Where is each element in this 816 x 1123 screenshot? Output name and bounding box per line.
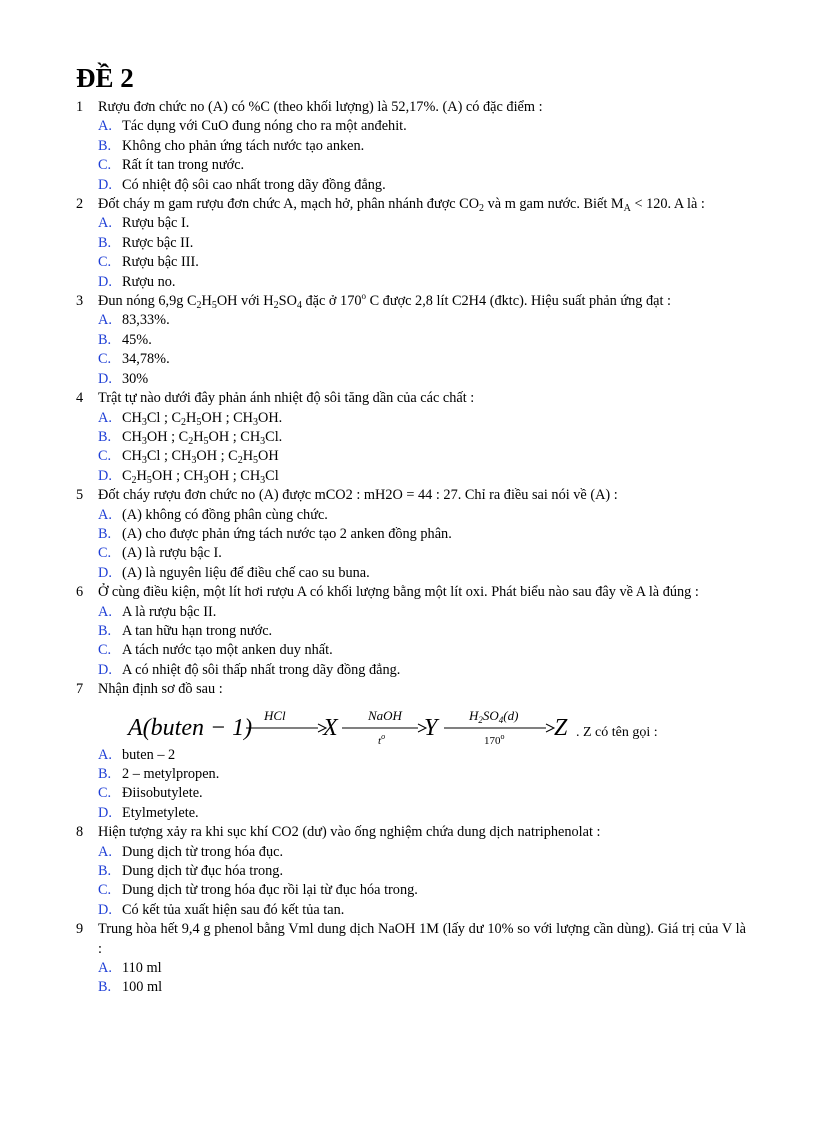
option-letter: A. <box>98 118 112 135</box>
option-text: 2 – metylpropen. <box>122 766 220 782</box>
option-text: A tách nước tạo một anken duy nhất. <box>122 642 333 659</box>
question-stem <box>76 292 746 311</box>
option-text: $CH_3Cl$ ; $C_2H_5OH$ ; $CH_3OH$. <box>122 409 283 428</box>
question-number: 2 <box>76 196 84 213</box>
option-letter: C. <box>98 545 112 562</box>
question-stem <box>76 486 746 505</box>
answer-option <box>76 641 746 660</box>
scheme-condition-3: 170$^o$ <box>484 731 505 746</box>
question-text: Trật tự nào dưới đây phản ánh nhiệt độ sôi tăng dần của các chất : <box>98 390 475 407</box>
option-letter: A. <box>98 409 112 426</box>
option-letter: D. <box>98 273 112 290</box>
option-letter: C. <box>98 785 112 802</box>
question-text: Đun nóng 6,9g $C_2H_5OH$ với $H_2SO_4$ đặc ở 170$^o$ C được 2,8 lít C2H4 (đktc). Hiệu suất phản ứng đạt : <box>98 291 671 312</box>
scheme-start: A(buten − 1) <box>128 714 253 741</box>
option-text: A có nhiệt độ sôi thấp nhất trong dãy đồng đẳng. <box>122 661 401 678</box>
option-text: 100 ml <box>122 979 163 996</box>
reaction-scheme-diagram <box>106 702 706 746</box>
answer-option <box>76 428 746 447</box>
answer-option <box>76 350 746 369</box>
scheme-reagent-1: HCl <box>264 707 286 723</box>
answer-option <box>76 117 746 136</box>
option-letter: B. <box>98 863 112 880</box>
question-6 <box>76 583 746 680</box>
scheme-reagent-2: NaOH <box>368 707 402 723</box>
question-3 <box>76 292 746 389</box>
answer-option <box>76 881 746 900</box>
answer-option <box>76 661 746 680</box>
exam-title: ĐỀ 2 <box>76 63 134 93</box>
answer-option <box>76 862 746 881</box>
option-letter: D. <box>98 176 112 193</box>
option-letter: D. <box>98 661 112 678</box>
question-text: Hiện tượng xảy ra khi sục khí CO2 (dư) vào ống nghiệm chứa dung dịch natriphenolat : <box>98 824 601 841</box>
option-letter: A. <box>98 746 112 763</box>
option-text: Tác dụng với CuO đung nóng cho ra một anđehit. <box>122 118 407 135</box>
question-text: Trung hòa hết 9,4 g phenol bằng Vml dung dịch NaOH 1M (lấy dư 10% so với lượng cần dùng). Giá trị của V là : <box>98 921 746 957</box>
option-text: A là rượu bậc II. <box>122 603 217 620</box>
option-text: 45%. <box>122 331 152 348</box>
option-letter: A. <box>98 312 112 329</box>
answer-option <box>76 765 746 784</box>
option-text: 110 ml <box>122 960 162 977</box>
option-text: Không cho phản ứng tách nước tạo anken. <box>122 137 365 154</box>
option-letter: C. <box>98 448 112 465</box>
answer-option <box>76 137 746 156</box>
option-text: $C_2H_5OH$ ; $CH_3OH$ ; $CH_3Cl$ <box>122 467 279 486</box>
question-text: Rượu đơn chức no (A) có %C (theo khối lượng) là 52,17%. (A) có đặc điểm : <box>98 99 543 115</box>
answer-option <box>76 843 746 862</box>
answer-option <box>76 467 746 486</box>
question-7 <box>76 680 746 823</box>
option-text: 34,78%. <box>122 351 170 368</box>
answer-option <box>76 622 746 641</box>
question-stem <box>76 583 746 602</box>
option-letter: A. <box>98 843 112 860</box>
option-letter: B. <box>98 622 112 639</box>
scheme-product-x: X <box>323 714 338 741</box>
question-number: 4 <box>76 390 84 407</box>
option-text: Etylmetylete. <box>122 804 199 821</box>
question-stem <box>76 823 746 842</box>
question-4 <box>76 389 746 486</box>
option-letter: B. <box>98 979 112 996</box>
option-letter: D. <box>98 804 112 821</box>
option-letter: A. <box>98 960 112 977</box>
question-number: 3 <box>76 293 84 310</box>
option-text: Có kết tủa xuất hiện sau đó kết tủa tan. <box>122 901 345 918</box>
option-letter: A. <box>98 215 112 232</box>
answer-option <box>76 978 746 997</box>
answer-option <box>76 746 746 765</box>
question-1 <box>76 98 746 195</box>
answer-option <box>76 603 746 622</box>
option-text: 30% <box>122 370 149 387</box>
option-letter: C. <box>98 157 112 174</box>
scheme-tail: . Z có tên gọi : <box>576 724 658 740</box>
answer-option <box>76 506 746 525</box>
question-text: Đốt cháy m gam rượu đơn chức A, mạch hở, phân nhánh được $CO_2$ và m gam nước. Biết $M_A < 120$. A là : <box>98 196 705 215</box>
option-letter: D. <box>98 370 112 387</box>
question-text: Ở cùng điều kiện, một lít hơi rượu A có khối lượng bằng một lít oxi. Phát biểu nào sau đây về A là đúng : <box>98 584 699 601</box>
option-text: Rượu no. <box>122 273 176 290</box>
option-text: A tan hữu hạn trong nước. <box>122 622 273 639</box>
answer-option <box>76 214 746 233</box>
option-letter: B. <box>98 525 112 542</box>
question-stem <box>76 680 746 699</box>
answer-option <box>76 273 746 292</box>
question-list <box>76 98 746 998</box>
question-stem <box>76 98 746 117</box>
question-2 <box>76 195 746 292</box>
answer-option <box>76 331 746 350</box>
option-text: (A) là nguyên liệu để điều chế cao su buna. <box>122 564 370 581</box>
option-text: Rượu bậc III. <box>122 254 199 271</box>
answer-option <box>76 447 746 466</box>
option-text: $CH_3OH$ ; $C_2H_5OH$ ; $CH_3Cl$. <box>122 428 283 447</box>
option-text: (A) là rượu bậc I. <box>122 545 222 562</box>
question-number: 6 <box>76 584 84 601</box>
answer-option <box>76 525 746 544</box>
option-text: Rượu bậc I. <box>122 215 190 232</box>
reaction-scheme <box>76 702 746 746</box>
option-letter: C. <box>98 642 112 659</box>
question-stem <box>76 920 746 959</box>
option-text: (A) không có đồng phân cùng chức. <box>122 506 328 523</box>
question-number: 9 <box>76 921 84 938</box>
option-letter: B. <box>98 234 112 251</box>
scheme-product-y: Y <box>424 714 438 741</box>
option-text: Điisobutylete. <box>122 785 203 802</box>
option-text: Dung dịch từ trong hóa đục rồi lại từ đục hóa trong. <box>122 882 418 899</box>
option-letter: B. <box>98 331 112 348</box>
question-stem <box>76 195 746 214</box>
option-letter: C. <box>98 351 112 368</box>
exam-page <box>76 58 746 998</box>
question-5 <box>76 486 746 583</box>
answer-option <box>76 544 746 563</box>
answer-option <box>76 311 746 330</box>
answer-option <box>76 901 746 920</box>
answer-option <box>76 804 746 823</box>
answer-option <box>76 253 746 272</box>
option-letter: C. <box>98 254 112 271</box>
answer-option <box>76 784 746 803</box>
question-number: 1 <box>76 99 84 115</box>
option-letter: A. <box>98 603 112 620</box>
answer-option <box>76 234 746 253</box>
option-text: Có nhiệt độ sôi cao nhất trong dãy đồng đẳng. <box>122 176 386 193</box>
option-text: 83,33%. <box>122 312 170 329</box>
option-text: Rược bậc II. <box>122 234 194 251</box>
option-text: Rất ít tan trong nước. <box>122 157 245 174</box>
scheme-condition-2: $t^o$ <box>378 731 386 746</box>
question-stem <box>76 389 746 408</box>
answer-option <box>76 564 746 583</box>
answer-option <box>76 409 746 428</box>
option-letter: D. <box>98 467 112 484</box>
option-text: Dung dịch từ đục hóa trong. <box>122 863 284 880</box>
question-number: 7 <box>76 681 84 698</box>
option-letter: A. <box>98 506 112 523</box>
option-text: (A) cho được phản ứng tách nước tạo 2 anken đồng phân. <box>122 525 452 542</box>
option-letter: C. <box>98 882 112 899</box>
answer-option <box>76 176 746 195</box>
question-number: 8 <box>76 824 84 841</box>
question-number: 5 <box>76 487 84 504</box>
answer-option <box>76 370 746 389</box>
option-text: Dung dịch từ trong hóa đục. <box>122 843 284 860</box>
scheme-product-z: Z <box>554 714 568 741</box>
option-letter: B. <box>98 766 112 782</box>
option-letter: B. <box>98 137 112 154</box>
question-8 <box>76 823 746 920</box>
option-letter: D. <box>98 901 112 918</box>
answer-option <box>76 959 746 978</box>
option-letter: B. <box>98 428 112 445</box>
scheme-reagent-3: $H_2SO_4(d)$ <box>469 707 519 725</box>
option-text: $CH_3Cl$ ; $CH_3OH$ ; $C_2H_5OH$ <box>122 448 279 467</box>
question-text: Đốt cháy rượu đơn chức no (A) được mCO2 : mH2O = 44 : 27. Chỉ ra điều sai nói về (A) : <box>98 487 618 504</box>
answer-option <box>76 156 746 175</box>
option-letter: D. <box>98 564 112 581</box>
question-9 <box>76 920 746 998</box>
option-text: buten – 2 <box>122 746 176 763</box>
question-text: Nhận định sơ đồ sau : <box>98 681 223 698</box>
